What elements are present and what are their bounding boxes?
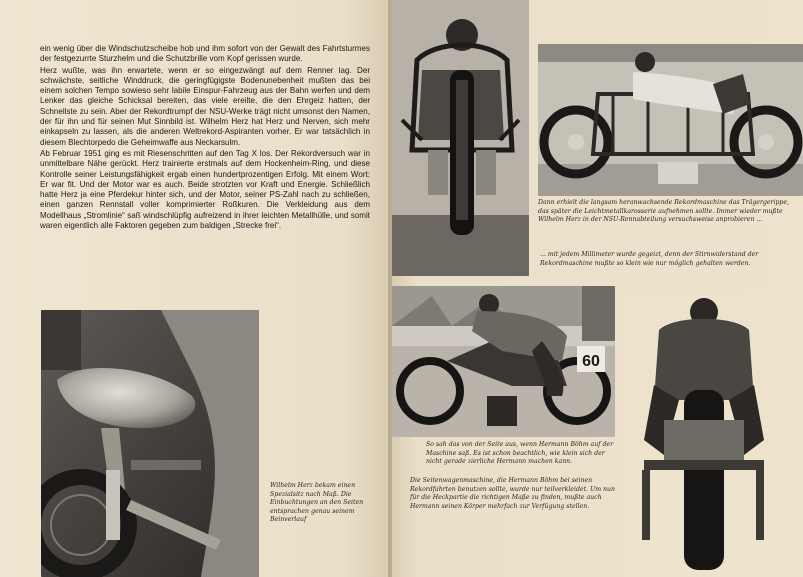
- front-view-photo: [392, 0, 529, 276]
- article-text: [40, 44, 370, 232]
- frame-trial-photo: [538, 44, 803, 196]
- fit-caption: ... mit jedem Millimeter wurde gegeizt, denn der Stirnwiderstand der Rekordmaschine mußte so klein wie nur möglich gehalten werden.: [540, 251, 759, 267]
- frame-caption: Dann erhielt die langsam heranwachsende Rekordmaschine das Trägergerippe, das später die Leichtmetallkarosserie aufnehmen sollte. Immer wieder mußte Wilhelm Herz in der NSU-Rennabteilung versuchsweise anprobieren ...: [538, 199, 790, 223]
- seat-caption: Wilhelm Herz bekam einen Spezialsitz nach Maß. Die Einbuchtungen an den Seiten entsprachen genau seinem Beinverlauf: [270, 482, 364, 523]
- side-view-photo: [392, 286, 615, 437]
- side-caption: So sah das von der Seite aus, wenn Hermann Böhm auf der Maschine saß. Es ist schon beachtlich, wie klein sich der nicht gerade zierliche Hermann machen kann.: [426, 441, 614, 465]
- seat-photo: [41, 310, 259, 577]
- left-page: [0, 0, 390, 577]
- bike-number: 60: [582, 353, 600, 370]
- sidecar-caption: Die Seitenwagenmaschine, die Hermann Böhm bei seinen Rekordfahrten benutzen sollte, wurde nur teilverkleidet. Um nun für die Heckpartie die richtigen Maße zu finden, mußte auch Hermann seinen Körper mehrfach zur Verfügung stellen.: [410, 477, 615, 510]
- rear-view-photo: [624, 290, 803, 577]
- paragraph-2: Herz wußte, was ihn erwartete, wenn er so eingezwängt auf dem Renner lag. Der schwächste, seitliche Winddruck, die geringfügigste Bodenunebenheit mußten das bei einem solchen Tempo sowieso sehr labile Einspur-Fahrzeug aus der Bahn werfen und dem Lenker das gleiche Schicksal bereiten, das viele ereilte, die den Ehrgeiz hatten, der Schnellste zu sein. Aber der Rekordtrumpf der NSU-Werke trägt nicht umsonst den Namen, der für ihn und für seinen Mut Sinnbild ist. Wilhelm Herz hat Herz und Nerven, sich mehr einkapseln zu lassen, als die anderen Weltrekord-Aspiranten vorher. Er war tatsächlich in diesem Blechtorpedo die Geheimwaffe aus Neckarsulm.: [40, 65, 370, 147]
- right-page: [392, 0, 803, 577]
- paragraph-1: ein wenig über die Windschutzscheibe hob und ihm sofort von der Gewalt des Fahrtsturmes der festgezurrte Sturzhelm und die Schutzbrille vom Kopf gerissen wurde.: [40, 44, 370, 64]
- paragraph-3: Ab Februar 1951 ging es mit Riesenschritten auf den Tag X los. Der Rekordversuch war in unmittelbare Nähe gerückt. Herz trainierte erstmals auf dem Hockenheim-Ring, und diese Kontrolle seiner Leistungsfähigkeit ergab einen hundertprozentigen Erfolg. Mit einem Wort: Er war fit. Und der Motor war es auch. Beide strotzten vor Kraft und Energie. Schließlich hatte Herz ja eine Pferdekur hinter sich, und der Motor, seiner PS-Zahl nach zu schließen, einen ganzen Rennstall voller komprimierter Roßkuren. Die Verkleidung aus dem Modellhaus „Stromlinie“ saß windschlüpfig aufreizend in ihrer leichten Metallhülle, und somit waren eigentlich alle Faktoren gegeben zum baldigen „Strecke frei“.: [40, 148, 370, 231]
